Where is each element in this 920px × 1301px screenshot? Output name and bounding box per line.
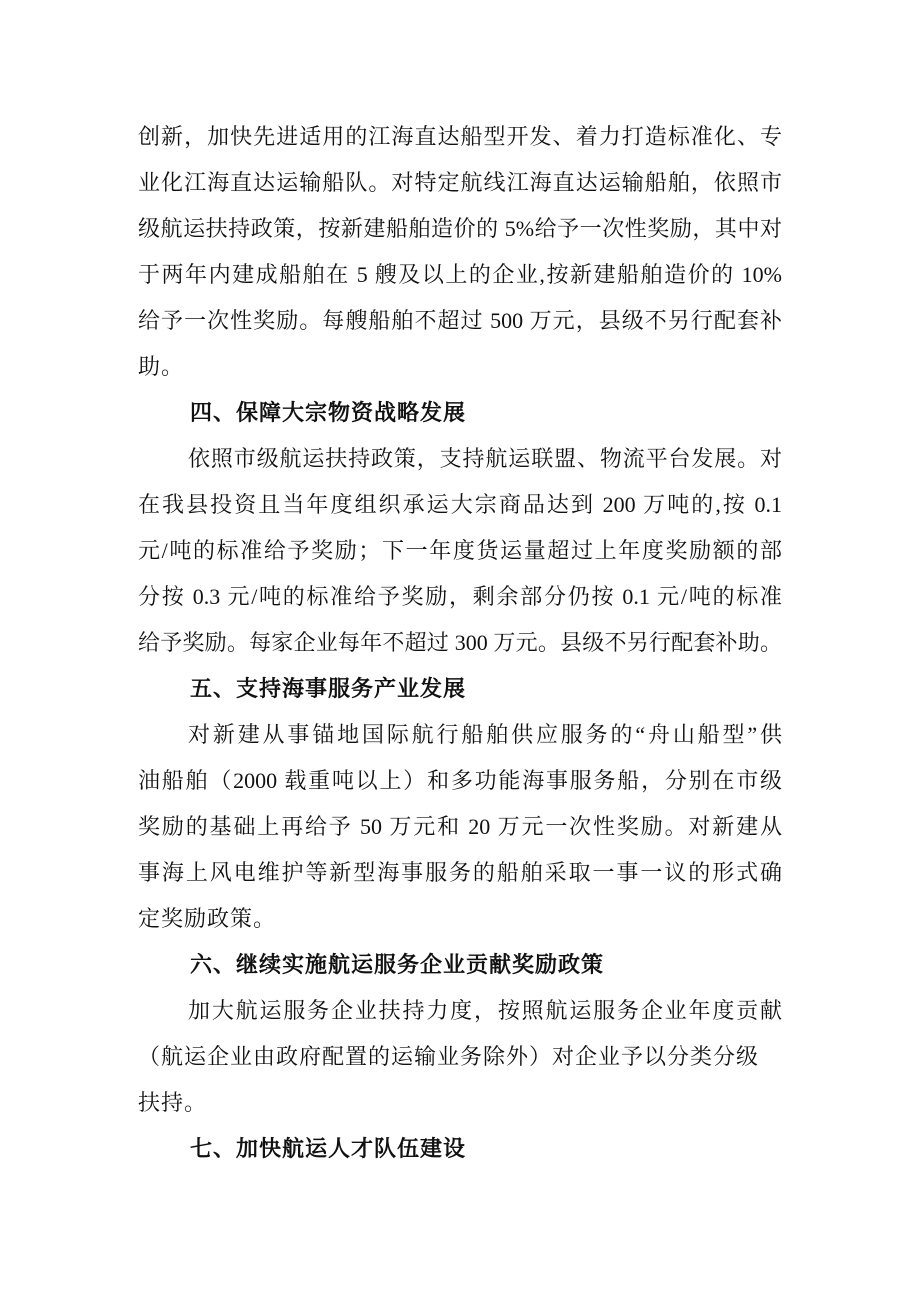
paragraph — [138, 712, 782, 942]
paragraph — [138, 988, 782, 1126]
text-line: 给予一次性奖励。每艘船舶不超过 500 万元，县级不另行配套补 — [138, 308, 782, 333]
text-line: 依照市级航运扶持政策，支持航运联盟、物流平台发展。对 — [188, 446, 782, 471]
text-line: 奖励的基础上再给予 50 万元和 20 万元一次性奖励。对新建从 — [138, 814, 782, 839]
section-heading: 七、加快航运人才队伍建设 — [190, 1136, 467, 1161]
text-line: 加大航运服务企业扶持力度，按照航运服务企业年度贡献 — [188, 998, 782, 1023]
text-line: 对新建从事锚地国际航行船舶供应服务的“舟山船型”供 — [188, 722, 782, 747]
text-line: 扶持。 — [138, 1090, 208, 1115]
text-line: 分按 0.3 元/吨的标准给予奖励，剩余部分仍按 0.1 元/吨的标准 — [138, 584, 782, 609]
section-heading: 五、支持海事服务产业发展 — [190, 676, 467, 701]
text-line: （航运企业由政府配置的运输业务除外）对企业予以分类分级 — [138, 1044, 760, 1069]
document-body — [138, 114, 782, 1172]
section-heading: 四、保障大宗物资战略发展 — [190, 400, 467, 425]
text-line: 助。 — [138, 354, 185, 379]
paragraph — [138, 436, 782, 666]
text-line: 事海上风电维护等新型海事服务的船舶采取一事一议的形式确 — [138, 860, 782, 885]
text-line: 油船舶（2000 载重吨以上）和多功能海事服务船，分别在市级 — [138, 768, 782, 793]
text-line: 定奖励政策。 — [138, 906, 277, 931]
section-heading: 六、继续实施航运服务企业贡献奖励政策 — [190, 952, 605, 977]
text-line: 于两年内建成船舶在 5 艘及以上的企业,按新建船舶造价的 10% — [138, 262, 782, 287]
text-line: 级航运扶持政策，按新建船舶造价的 5%给予一次性奖励，其中对 — [138, 216, 782, 241]
text-line: 在我县投资且当年度组织承运大宗商品达到 200 万吨的,按 0.1 — [138, 492, 782, 517]
paragraph — [138, 114, 782, 390]
text-line: 元/吨的标准给予奖励；下一年度货运量超过上年度奖励额的部 — [138, 538, 782, 563]
text-line: 给予奖励。每家企业每年不超过 300 万元。县级不另行配套补助。 — [138, 630, 782, 655]
text-line: 业化江海直达运输船队。对特定航线江海直达运输船舶，依照市 — [138, 170, 782, 195]
text-line: 创新，加快先进适用的江海直达船型开发、着力打造标准化、专 — [138, 124, 782, 149]
